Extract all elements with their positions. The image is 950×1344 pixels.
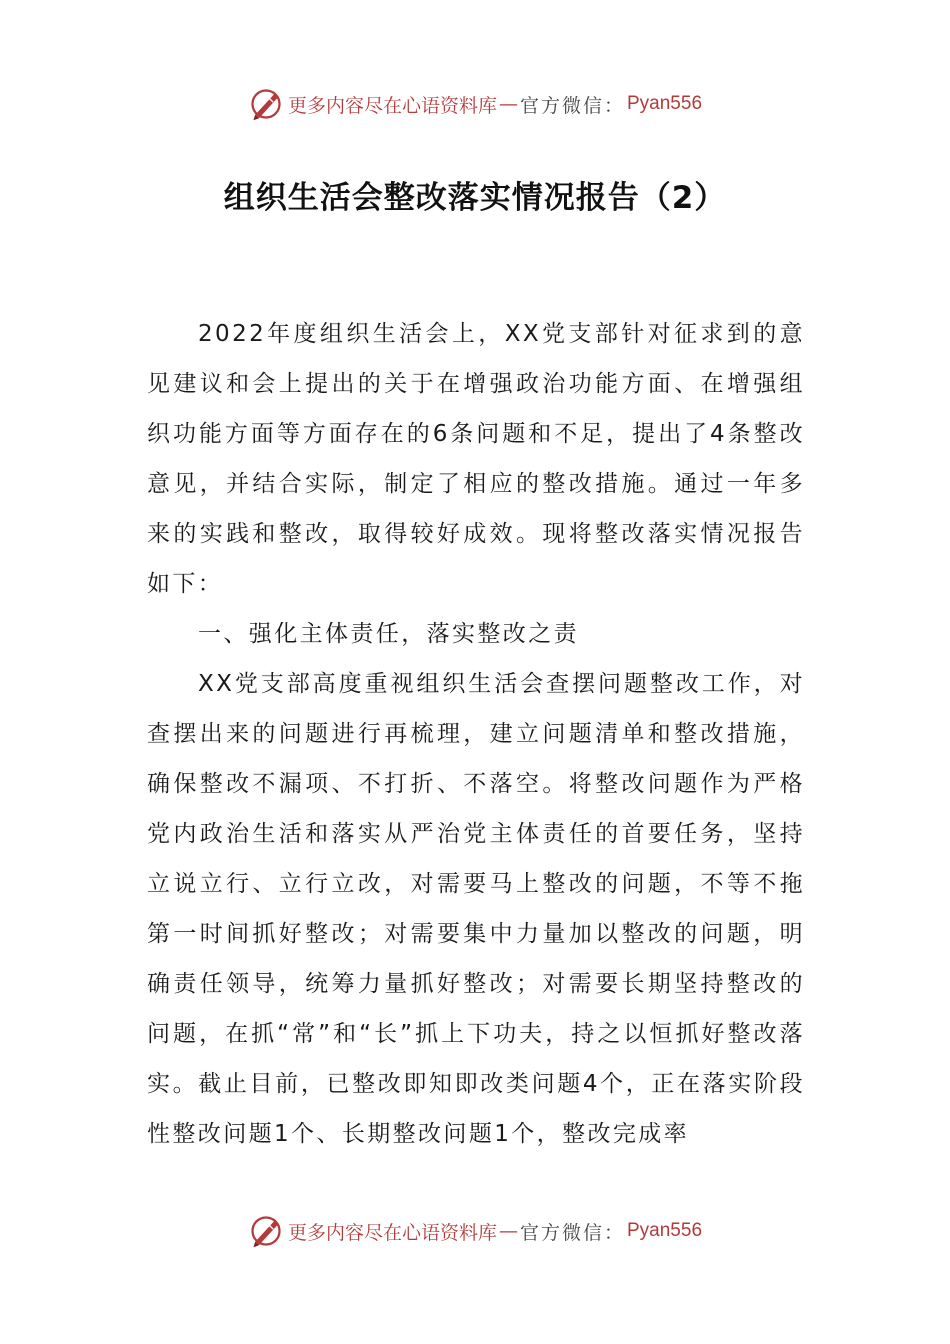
document-title: 组织生活会整改落实情况报告（2） [223, 180, 727, 216]
document-body [147, 309, 805, 1159]
watermark-prefix: 更多内容尽在心语资料库 [287, 1221, 497, 1244]
watermark-wechat-id: Pyan556 [627, 1220, 703, 1241]
watermark-dash: — [498, 93, 518, 115]
watermark-prefix: 更多内容尽在心语资料库 [287, 94, 497, 117]
watermark-dash: — [498, 1220, 518, 1242]
watermark-official-label: 官方微信： [519, 94, 625, 117]
watermark-header [0, 84, 950, 124]
paragraph-intro: 2022年度组织生活会上，XX党支部针对征求到的意见建议和会上提出的关于在增强政治功能方面、在增强组织功能方面等方面存在的6条问题和不足，提出了4条整改意见，并结合实际，制定了相应的整改措施。通过一年多来的实践和整改，取得较好成效。现将整改落实情况报告如下： [147, 321, 805, 597]
section-heading-1: 一、强化主体责任，落实整改之责 [198, 621, 579, 647]
watermark-official-label: 官方微信： [519, 1221, 625, 1244]
pen-logo-icon [248, 86, 284, 122]
paragraph-section-1: XX党支部高度重视组织生活会查摆问题整改工作，对查摆出来的问题进行再梳理，建立问题清单和整改措施，确保整改不漏项、不打折、不落空。将整改问题作为严格党内政治生活和落实从严治党主体责任的首要任务，坚持立说立行、立行立改，对需要马上整改的问题，不等不拖第一时间抓好整改；对需要集中力量加以整改的问题，明确责任领导，统筹力量抓好整改；对需要长期坚持整改的问题，在抓“常”和“长”抓上下功夫，持之以恒抓好整改落实。截止目前，已整改即知即改类问题4个，正在落实阶段性整改问题1个、长期整改问题1个，整改完成率 [147, 671, 805, 1147]
watermark-footer [0, 1211, 950, 1251]
watermark-wechat-id: Pyan556 [627, 93, 703, 114]
pen-logo-icon [248, 1213, 284, 1249]
